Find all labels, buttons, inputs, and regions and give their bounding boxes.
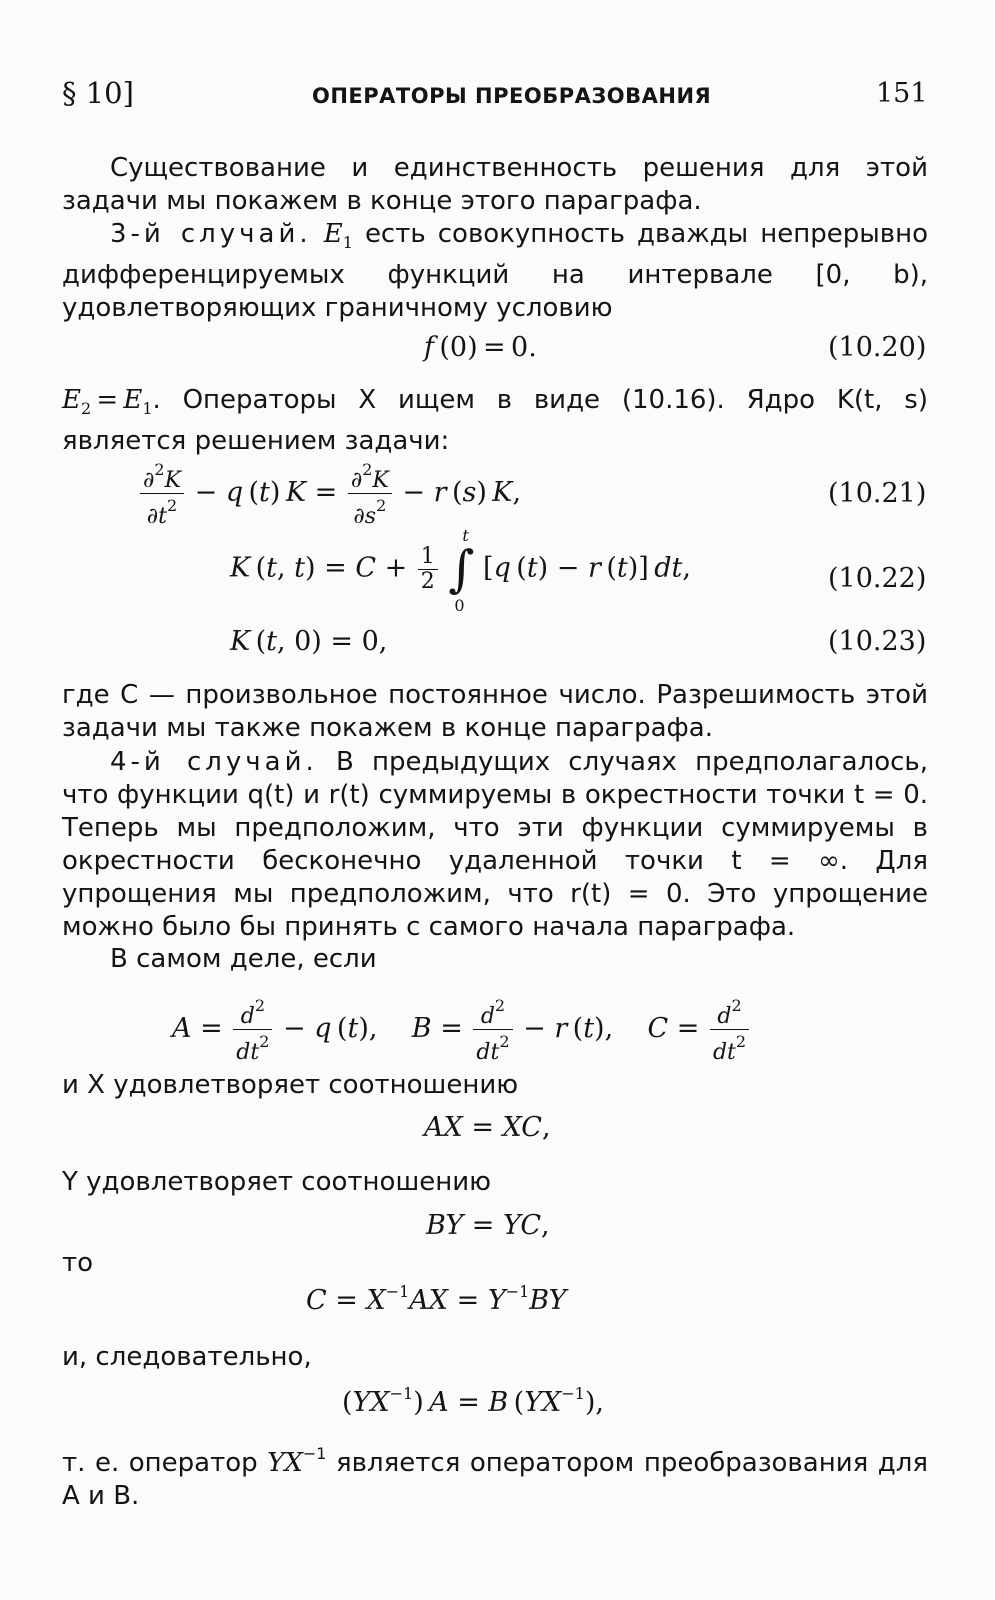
- equation-operators-abc: A = $\frac{d^2}{dt^2}$ − q (t), B = $\frac{d^2}{dt^2}$ − r (t), C = $\frac{d^2}{dt^2}$: [172, 994, 751, 1065]
- equation-yx-inverse: $(YX^{-1}) A = B$ $(YX^{-1})$,: [342, 1384, 604, 1418]
- case-3-heading: 3-й случай.: [110, 219, 312, 249]
- equation-number-10-22: (10.22): [828, 563, 927, 594]
- paragraph-existence: Существование и единственность решения для этой задачи мы покажем в конце этого параграфа.: [62, 153, 928, 216]
- section-marker: § 10]: [62, 76, 134, 110]
- case-3-text: есть совокупность дважды непрерывно дифференцируемых функций на интервале [0, b), удовлетворяющих граничному условию: [62, 219, 928, 323]
- equation-10-23: K (t, 0) = 0,: [230, 626, 388, 657]
- equation-10-21: $\frac{\partial^2K}{\partial t^2}$ − q (t) K = $\frac{\partial^2K}{\partial s^2}$ − r (s) K,: [138, 458, 521, 529]
- page-number: 151: [876, 78, 928, 109]
- paragraph-x-relation: и X удовлетворяет соотношению: [62, 1070, 519, 1100]
- paragraph-then: то: [62, 1248, 94, 1278]
- equation-number-10-20: (10.20): [828, 332, 927, 363]
- equation-10-20: f (0) = 0.: [424, 332, 537, 363]
- paragraph-constant: где C — произвольное постоянное число. Разрешимость этой задачи мы также покажем в конце параграфа.: [62, 680, 928, 743]
- equation-number-10-23: (10.23): [828, 626, 927, 657]
- equation-by-yc: BY = YC,: [426, 1210, 550, 1241]
- conclusion-text-b: является оператором преобразования для A и B.: [62, 1448, 929, 1511]
- paragraph-case-4: [62, 746, 928, 944]
- kernel-text: . Операторы X ищем в виде (10.16). Ядро K(t, s) является решением задачи:: [62, 385, 928, 456]
- symbol-e2-eq-e1: $E_2 = E_1$: [62, 385, 153, 418]
- paragraph-conclusion: т. е. оператор $YX^{-1}$ является оператором преобразования для A и B.: [62, 1444, 929, 1511]
- paragraph-case-3: [62, 218, 928, 325]
- conclusion-text-a: т. е. оператор: [62, 1448, 258, 1478]
- running-title: ОПЕРАТОРЫ ПРЕОБРАЗОВАНИЯ: [312, 84, 712, 108]
- case-4-text: В предыдущих случаях предполагалось, что функции q(t) и r(t) суммируемы в окрестности точки t = 0. Теперь мы предположим, что эти функции суммируемы в окрестности бесконечно удаленной точки t = ∞. Для упрощения мы предположим, что r(t) = 0. Это упрощение можно было бы принять с самого начала параграфа.: [62, 747, 929, 942]
- equation-c-conjugate: $C = X^{-1}AX = Y^{-1}BY$: [306, 1282, 567, 1316]
- case-4-heading: 4-й случай.: [110, 747, 318, 777]
- equation-number-10-21: (10.21): [828, 478, 927, 509]
- paragraph-indeed: В самом деле, если: [110, 944, 377, 974]
- paragraph-kernel: [62, 384, 928, 458]
- equation-ax-xc: AX = XC,: [424, 1112, 551, 1143]
- equation-10-22: K (t, t) = C + $\frac{1}{2}$ ∫ t 0 [q (t) − r (t)] dt,: [230, 526, 691, 615]
- symbol-e1: $E_1$: [323, 219, 353, 252]
- paragraph-y-relation: Y удовлетворяет соотношению: [62, 1167, 492, 1197]
- paragraph-consequently: и, следовательно,: [62, 1342, 312, 1372]
